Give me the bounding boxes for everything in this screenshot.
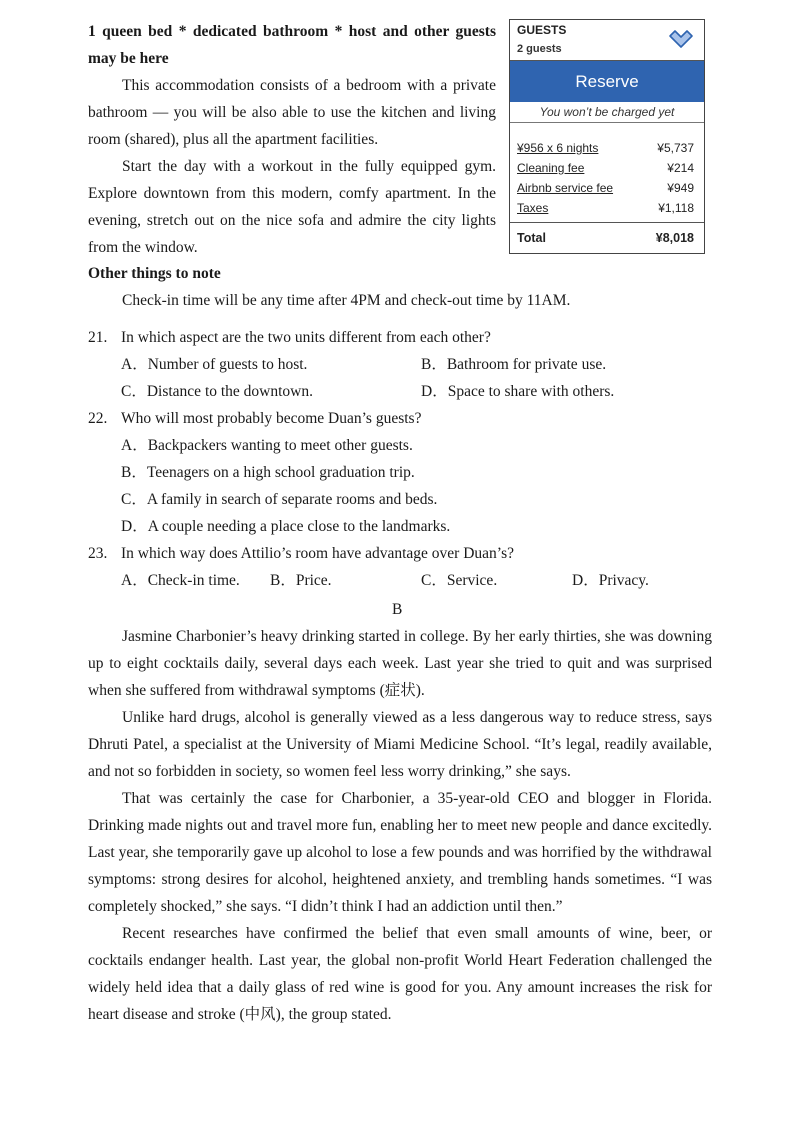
total-label: Total	[517, 231, 546, 245]
service-fee-link[interactable]: Airbnb service fee	[517, 181, 614, 195]
option-row	[88, 486, 728, 513]
cleaning-fee-link[interactable]: Cleaning fee	[517, 161, 585, 175]
question-stem: In which way does Attilio’s room have advantage over Duan’s?	[121, 545, 514, 562]
notes-heading: Other things to note	[88, 265, 221, 282]
passage-paragraph: Recent researches have confirmed the belief that even small amounts of wine, beer, or cocktails endanger health. Last year, the global non-profit World Heart Federation challenged the widely held idea that a daily glass of red wine is good for you. Any amount increases the risk for heart disease and stroke (中风), the group stated.	[88, 925, 712, 1023]
option-c: C．Distance to the downtown.	[121, 383, 314, 400]
question-stem: Who will most probably become Duan’s guests?	[121, 410, 422, 427]
option-a: A．Number of guests to host.	[121, 356, 308, 373]
guests-label: GUESTS	[517, 23, 567, 37]
question-number: 22.	[88, 410, 108, 427]
notes-text: Check-in time will be any time after 4PM and check-out time by 11AM.	[122, 292, 571, 309]
question-22	[88, 405, 728, 432]
option-row	[88, 432, 728, 459]
option-d: D．A couple needing a place close to the landmarks.	[121, 518, 451, 535]
nightly-rate-link[interactable]: ¥956 x 6 nights	[517, 141, 599, 155]
question-stem: In which aspect are the two units different from each other?	[121, 329, 491, 346]
taxes-link[interactable]: Taxes	[517, 201, 549, 215]
price-amount: ¥949	[667, 181, 694, 195]
option-b: B．Teenagers on a high school graduation trip.	[121, 464, 415, 481]
option-a: A．Check-in time.	[121, 572, 240, 589]
listing-heading: 1 queen bed * dedicated bathroom * host and other guests may be here	[88, 23, 496, 67]
option-row	[88, 567, 728, 594]
passage-paragraph: That was certainly the case for Charbonier, a 35-year-old CEO and blogger in Florida. Drinking made nights out and travel more fun, enabling her to meet new people and dance excitedly. Last year, she temporarily gave up alcohol to lose a few pounds and was horrified by the withdrawal symptoms: strong desires for alcohol, heightened anxiety, and trembling hands sometimes. “I was completely shocked,” she says. “I didn’t think I had an addiction until then.”	[88, 790, 712, 915]
price-line	[517, 138, 694, 158]
question-23	[88, 540, 728, 567]
passage-paragraph: Unlike hard drugs, alcohol is generally viewed as a less dangerous way to reduce stress, says Dhruti Patel, a specialist at the University of Miami Medicine School. “It’s legal, readily available, and not so forbidden in society, so women feel less worry drinking,” she says.	[88, 709, 712, 780]
price-amount: ¥5,737	[657, 141, 694, 155]
notes-section	[88, 260, 728, 314]
question-number: 21.	[88, 329, 108, 346]
total-amount: ¥8,018	[655, 231, 694, 245]
option-b: B．Bathroom for private use.	[421, 356, 607, 373]
option-row	[88, 378, 728, 405]
reserve-button[interactable]: Reserve	[510, 61, 704, 102]
option-row	[88, 513, 728, 540]
price-line	[517, 178, 694, 198]
passage-b	[88, 623, 712, 1028]
option-row	[88, 459, 728, 486]
listing-description	[88, 18, 496, 261]
total-row	[510, 222, 704, 253]
price-line	[517, 198, 694, 218]
price-line	[517, 158, 694, 178]
listing-paragraph: This accommodation consists of a bedroom with a private bathroom — you will be also able to use the kitchen and living room (shared), plus all the apartment facilities.	[88, 77, 496, 148]
booking-card	[509, 19, 705, 254]
price-breakdown	[510, 123, 704, 218]
option-b: B．Price.	[270, 572, 332, 589]
charge-note: You won’t be charged yet	[539, 105, 675, 119]
option-c: C．A family in search of separate rooms and beds.	[121, 491, 438, 508]
question-number: 23.	[88, 545, 108, 562]
option-c: C．Service.	[421, 572, 498, 589]
guests-selector[interactable]	[510, 20, 704, 61]
price-amount: ¥1,118	[658, 201, 694, 215]
option-d: D．Space to share with others.	[421, 383, 615, 400]
option-row	[88, 351, 728, 378]
option-d: D．Privacy.	[572, 572, 649, 589]
section-letter: B	[392, 601, 403, 618]
option-a: A．Backpackers wanting to meet other guests.	[121, 437, 413, 454]
passage-paragraph: Jasmine Charbonier’s heavy drinking started in college. By her early thirties, she was downing up to eight cocktails daily, several days each week. Last year she tried to quit and was surprised when she suffered from withdrawal symptoms (症状).	[88, 628, 712, 699]
price-amount: ¥214	[667, 161, 694, 175]
chevron-down-icon[interactable]	[668, 29, 694, 51]
listing-paragraph: Start the day with a workout in the fully equipped gym. Explore downtown from this modern, comfy apartment. In the evening, stretch out on the nice sofa and admire the city lights from the window.	[88, 158, 496, 256]
guests-value: 2 guests	[517, 43, 562, 55]
question-21	[88, 324, 728, 351]
question-list	[88, 324, 728, 594]
